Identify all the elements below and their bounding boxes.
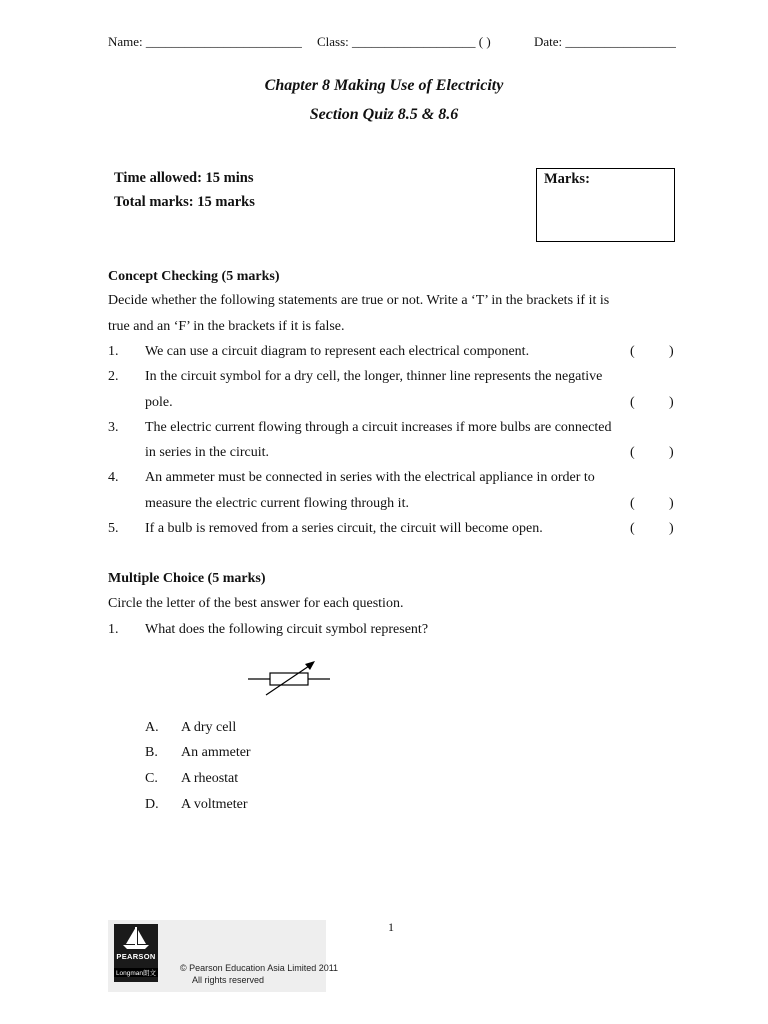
time-allowed: Time allowed: 15 mins [114, 170, 254, 186]
mc-instruction: Circle the letter of the best answer for each question. [108, 596, 404, 611]
answer-bracket-close: ) [669, 496, 674, 511]
concept-item-text: in series in the circuit. [145, 445, 270, 460]
answer-bracket-open: ( [630, 344, 635, 359]
concept-instruction-1: Decide whether the following statements are true or not. Write a ‘T’ in the brackets if it is [108, 293, 610, 308]
marks-box [536, 168, 675, 242]
concept-item-number: 3. [108, 420, 119, 435]
copyright-line-1: © Pearson Education Asia Limited 2011 [180, 963, 339, 973]
concept-instruction-2: true and an ‘F’ in the brackets if it is false. [108, 319, 345, 334]
logo-longman-text: Longman朗文 [115, 970, 157, 977]
concept-item-number: 4. [108, 470, 119, 485]
mc-option-text: A dry cell [181, 720, 237, 735]
mc-option-letter: B. [145, 745, 158, 760]
concept-heading: Concept Checking (5 marks) [108, 269, 280, 284]
concept-item-number: 2. [108, 369, 119, 384]
answer-bracket-open: ( [630, 521, 635, 536]
answer-bracket-close: ) [669, 344, 674, 359]
date-field-label: Date: _________________ [534, 34, 676, 49]
concept-item-text: An ammeter must be connected in series with the electrical appliance in order to [145, 470, 595, 485]
mc-question-number: 1. [108, 622, 119, 637]
answer-bracket-open: ( [630, 496, 635, 511]
page-number: 1 [388, 920, 394, 934]
mc-option-text: An ammeter [181, 745, 251, 760]
logo-pearson-text: PEARSON [116, 952, 156, 961]
mc-option-letter: C. [145, 771, 158, 786]
marks-box-label: Marks: [544, 171, 590, 187]
mc-option-letter: D. [145, 797, 159, 812]
total-marks: Total marks: 15 marks [114, 194, 255, 210]
concept-item-text: If a bulb is removed from a series circuit, the circuit will become open. [145, 521, 543, 536]
concept-item-text: pole. [145, 395, 173, 410]
concept-item-text: The electric current flowing through a circuit increases if more bulbs are connected [145, 420, 612, 435]
class-field-label: Class: ___________________ ( ) [317, 34, 491, 49]
rheostat-symbol-icon [246, 658, 336, 698]
mc-option-text: A rheostat [181, 771, 239, 786]
pearson-logo [114, 924, 158, 982]
mc-option-text: A voltmeter [181, 797, 248, 812]
ship-icon [114, 924, 158, 952]
answer-bracket-close: ) [669, 521, 674, 536]
concept-item-number: 5. [108, 521, 119, 536]
section-title: Section Quiz 8.5 & 8.6 [309, 106, 459, 123]
mc-question-text: What does the following circuit symbol represent? [145, 622, 429, 637]
concept-item-text: measure the electric current flowing through it. [145, 496, 409, 511]
copyright-notice [180, 962, 338, 986]
name-field-label: Name: ________________________ [108, 34, 302, 49]
answer-bracket-open: ( [630, 445, 635, 460]
concept-item-text: In the circuit symbol for a dry cell, the longer, thinner line represents the negative [145, 369, 603, 384]
answer-bracket-close: ) [669, 445, 674, 460]
copyright-line-2: All rights reserved [192, 975, 265, 985]
concept-item-number: 1. [108, 344, 119, 359]
answer-bracket-open: ( [630, 395, 635, 410]
concept-item-text: We can use a circuit diagram to represent each electrical component. [145, 344, 530, 359]
chapter-title: Chapter 8 Making Use of Electricity [264, 77, 504, 94]
answer-bracket-close: ) [669, 395, 674, 410]
mc-heading: Multiple Choice (5 marks) [108, 571, 266, 586]
mc-option-letter: A. [145, 720, 159, 735]
